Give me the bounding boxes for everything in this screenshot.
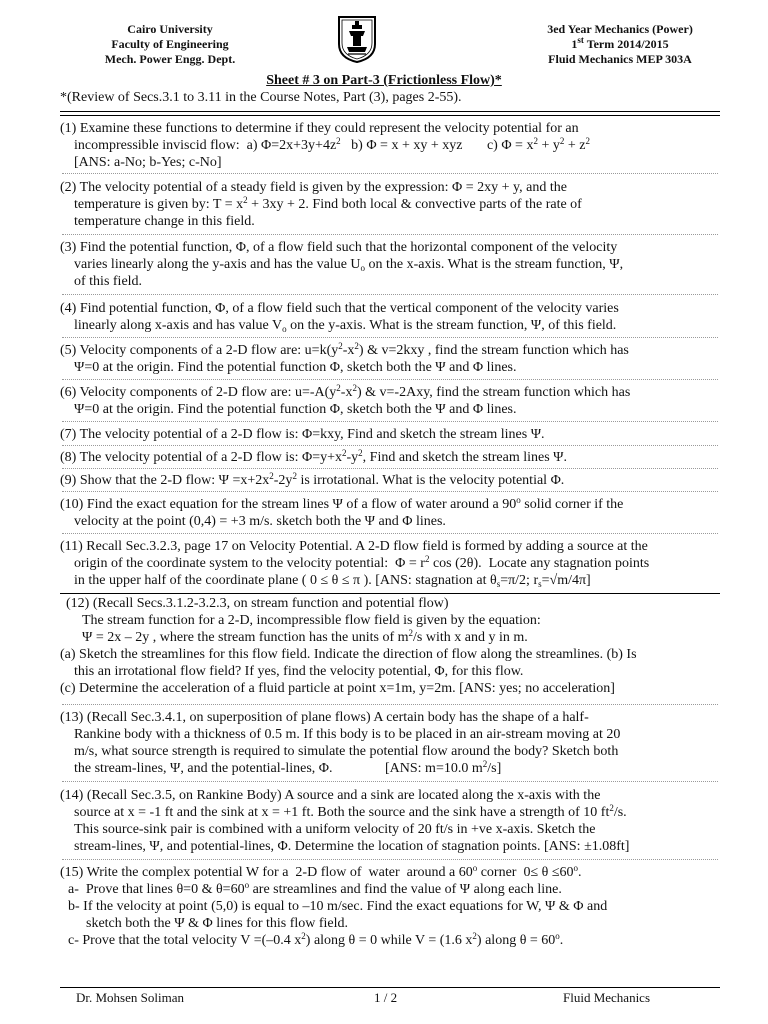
question-1 xyxy=(60,120,720,171)
q5-line2: Ψ=0 at the origin. Find the potential function Φ, sketch both the Ψ and Φ lines. xyxy=(74,360,517,375)
term-suffix: st xyxy=(577,35,584,45)
q15-line1: (15) Write the complex potential W for a 2-D flow of water around a 60$^o$ corner $0\le \theta \le 60^o$. xyxy=(60,863,582,880)
question-10 xyxy=(60,496,720,530)
q3-line3: of this field. xyxy=(74,274,143,289)
q12-line1: (12) (Recall Secs.3.1.2-3.2.3, on stream function and potential flow) xyxy=(66,596,449,611)
separator xyxy=(62,234,718,235)
department-name: Mech. Power Engg. Dept. xyxy=(104,52,236,66)
q15-line5: c- Prove that the total velocity V =(–0.4 $x^2$) along θ = 0 while V = (1.6 $x^2$) along $\theta = 60^o$. xyxy=(68,931,564,948)
footer-page-number: 1 / 2 xyxy=(374,990,398,1005)
question-3 xyxy=(60,239,720,290)
q1-line2: incompressible inviscid flow: a) $\Phi=2x+3y+4z^2$ b) Φ = x + xy + xyz c) $\Phi = x^2 + y^2 + z^2$ xyxy=(74,136,590,153)
question-5 xyxy=(60,342,720,376)
q1-line3: [ANS: a-No; b-Yes; c-No] xyxy=(74,155,222,170)
question-8 xyxy=(60,449,720,466)
term-label xyxy=(520,37,720,52)
q15-line2: a- Prove that lines θ=0 & $\theta=60^o$ are streamlines and find the value of Ψ along each line. xyxy=(68,880,562,897)
footer-author: Dr. Mohsen Soliman xyxy=(76,990,184,1005)
q6-line2: Ψ=0 at the origin. Find the potential function Φ, sketch both the Ψ and Φ lines. xyxy=(74,402,517,417)
term-prefix: 1 xyxy=(571,37,578,51)
q12-line3: Ψ = 2x – 2y , where the stream function has the units of $m^2/s$ with x and y in m. xyxy=(82,628,528,645)
q9-line1: (9) Show that the 2-D flow: $\Psi =x+2x^2-2y^2$ is irrotational. What is the velocity potential Φ. xyxy=(60,471,565,488)
question-13 xyxy=(60,709,720,777)
term-rest: Term 2014/2015 xyxy=(583,37,669,51)
footer-course: Fluid Mechanics xyxy=(563,990,651,1005)
q13-line3: m/s, what source strength is required to simulate the potential flow around the body? Sketch both xyxy=(74,744,619,759)
question-11 xyxy=(60,538,720,589)
university-logo-icon xyxy=(336,14,378,64)
q2-line2: temperature is given by: $T = x^2 + 3xy + 2$. Find both local & convective parts of the rate of xyxy=(74,195,582,212)
q6-line1: (6) Velocity components of 2-D flow are: $u=-A(y^2-x^2)$ & v=-2Axy, find the stream function which has xyxy=(60,383,631,400)
q12-line6: (c) Determine the acceleration of a fluid particle at point x=1m, y=2m. [ANS: yes; no acceleration] xyxy=(60,681,615,696)
q14-line2: source at x = -1 ft and the sink at x = +1 ft. Both the source and the sink have a strength of 10 $ft^2/s$. xyxy=(74,803,627,820)
q14-line4: stream-lines, Ψ, and potential-lines, Φ. Determine the location of stagnation points. [ANS: ±1.08ft] xyxy=(74,839,630,854)
course-header xyxy=(520,22,720,67)
q13-line2: Rankine body with a thickness of 0.5 m. If this body is to be placed in an air-stream moving at 20 xyxy=(74,727,621,742)
q13-line4: the stream-lines, Ψ, and the potential-lines, Φ. [ANS: m=10.0 $m^2/s$] xyxy=(74,759,502,776)
question-2 xyxy=(60,179,720,230)
separator xyxy=(62,173,718,174)
q11-line3: in the upper half of the coordinate plane ( 0 ≤ θ ≤ π ). [ANS: stagnation at $\theta_s=\pi/2$; $r_s=√m/4\pi$] xyxy=(74,573,591,589)
q11-line2: origin of the coordinate system to the velocity potential: $\Phi = r^2$ cos (2θ). Locate any stagnation points xyxy=(74,554,650,571)
q11-line1: (11) Recall Sec.3.2.3, page 17 on Velocity Potential. A 2-D flow field is formed by adding a source at the xyxy=(60,539,648,554)
question-7 xyxy=(60,426,720,443)
q10-line2: velocity at the point (0,4) = +3 m/s. sketch both the Ψ and Φ lines. xyxy=(74,514,446,529)
q14-line1: (14) (Recall Sec.3.5, on Rankine Body) A source and a sink are located along the x-axis with the xyxy=(60,788,601,803)
q2-line3: temperature change in this field. xyxy=(74,214,255,229)
separator xyxy=(62,468,718,469)
separator xyxy=(62,781,718,782)
question-6 xyxy=(60,384,720,418)
question-4 xyxy=(60,300,720,334)
year-label: 3ed Year Mechanics (Power) xyxy=(547,22,693,36)
q4-line1: (4) Find potential function, Φ, of a flow field such that the vertical component of the velocity varies xyxy=(60,301,619,316)
separator xyxy=(62,337,718,338)
q12-line5: this an irrotational flow field? If yes, find the velocity potential, Φ, for this flow. xyxy=(74,664,524,679)
q12-line4: (a) Sketch the streamlines for this flow field. Indicate the direction of flow along the streamlines. (b) Is xyxy=(60,647,637,662)
q15-line3: b- If the velocity at point (5,0) is equal to –10 m/sec. Find the exact equations for W, Ψ & Φ and xyxy=(68,899,608,914)
q4-line2: linearly along x-axis and has value $V_o$ on the y-axis. What is the stream function, Ψ, of this field. xyxy=(74,318,617,334)
q2-line1: (2) The velocity potential of a steady field is given by the expression: Φ = 2xy + y, and the xyxy=(60,180,567,195)
title-divider-bottom xyxy=(60,115,720,116)
separator xyxy=(62,294,718,295)
q15-line4: sketch both the Ψ & Φ lines for this flow field. xyxy=(86,916,349,931)
university-name: Cairo University xyxy=(127,22,213,36)
review-note: *(Review of Secs.3.1 to 3.11 in the Course Notes, Part (3), pages 2-55). xyxy=(60,90,462,105)
separator xyxy=(62,491,718,492)
title-divider-top xyxy=(60,111,720,112)
q8-line1: (8) The velocity potential of a 2-D flow is: $\Phi=y+x^2-y^2$, Find and sketch the stream lines Ψ. xyxy=(60,448,568,465)
q3-line1: (3) Find the potential function, Φ, of a flow field such that the horizontal component of the velocity xyxy=(60,240,618,255)
q1-line1: (1) Examine these functions to determine if they could represent the velocity potential for an xyxy=(60,121,579,136)
separator xyxy=(62,445,718,446)
q13-line1: (13) (Recall Sec.3.4.1, on superposition of plane flows) A certain body has the shape of a half- xyxy=(60,710,589,725)
question-9 xyxy=(60,472,720,489)
question-15 xyxy=(60,864,720,949)
question-14 xyxy=(60,787,720,855)
separator xyxy=(62,859,718,860)
question-12 xyxy=(60,595,720,697)
separator xyxy=(62,704,718,705)
separator xyxy=(62,421,718,422)
sheet-title: Sheet # 3 on Part-3 (Frictionless Flow)* xyxy=(266,73,502,88)
q7-line1: (7) The velocity potential of a 2-D flow is: Φ=kxy, Find and sketch the stream lines Ψ. xyxy=(60,427,545,442)
q14-line3: This source-sink pair is combined with a uniform velocity of 20 ft/s in +ve x-axis. Sketch the xyxy=(74,822,596,837)
q12-line2: The stream function for a 2-D, incompressible flow field is given by the equation: xyxy=(82,613,541,628)
q3-line2: varies linearly along the y-axis and has the value $U_o$ on the x-axis. What is the stream function, Ψ, xyxy=(74,257,624,273)
faculty-name: Faculty of Engineering xyxy=(111,37,229,51)
section-divider xyxy=(60,593,720,594)
q10-line1: (10) Find the exact equation for the stream lines Ψ of a flow of water around a 90$^o$ solid corner if the xyxy=(60,495,624,512)
q5-line1: (5) Velocity components of a 2-D flow are: $u=k(y^2-x^2)$ & v=2kxy , find the stream function which has xyxy=(60,341,629,358)
separator xyxy=(62,533,718,534)
separator xyxy=(62,379,718,380)
course-code: Fluid Mechanics MEP 303A xyxy=(548,52,692,66)
university-header xyxy=(70,22,270,67)
footer-divider xyxy=(60,987,720,988)
